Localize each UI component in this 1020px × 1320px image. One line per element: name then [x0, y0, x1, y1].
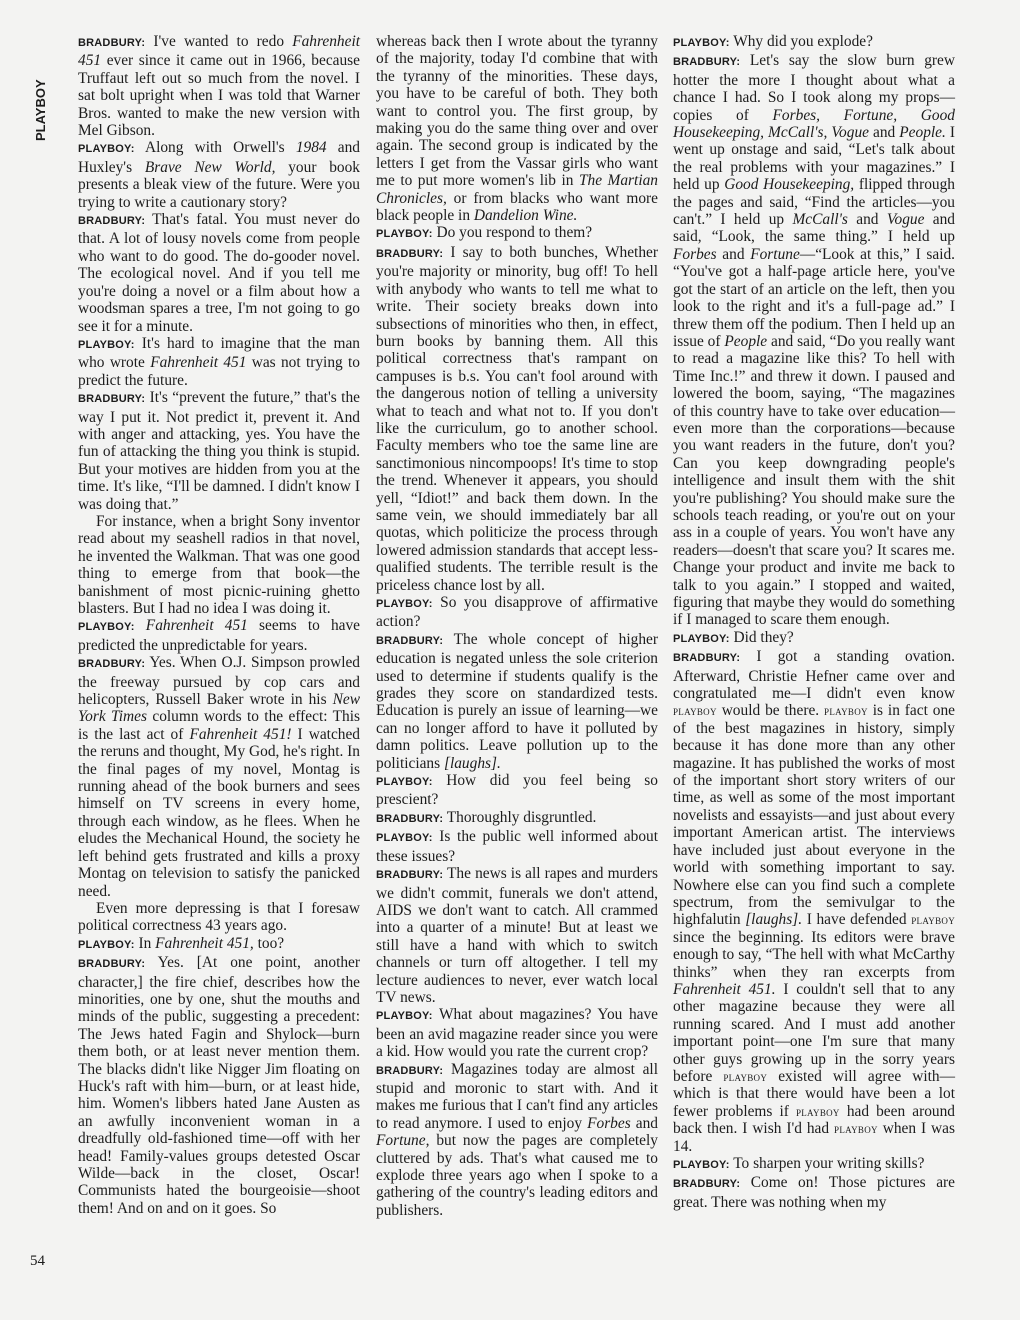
speaker-label: PLAYBOY:: [376, 776, 433, 789]
speaker-label: BRADBURY:: [376, 812, 444, 825]
interview-paragraph: [376, 1061, 658, 1220]
paragraph-text: Is the public well informed about these issues?: [376, 828, 658, 865]
interview-paragraph: [376, 809, 658, 828]
interview-paragraph: [78, 139, 360, 211]
interview-paragraph: [673, 629, 955, 648]
paragraph-text: What about magazines? You have been an avid magazine reader since you were a kid. How would you rate the current crop?: [376, 1006, 659, 1061]
paragraph-text: Did they?: [733, 628, 794, 646]
page-number: 54: [30, 1253, 45, 1269]
speaker-label: BRADBURY:: [376, 634, 444, 647]
paragraph-text: Fahrenheit 451 seems to have predicted the unpredictable for years.: [78, 617, 361, 654]
interview-paragraph: [376, 1006, 658, 1060]
paragraph-text: In Fahrenheit 451, too?: [138, 934, 285, 952]
paragraph-text: Along with Orwell's 1984 and Huxley's Brave New World, your book presents a bleak view of the future. Were you trying to write a cautionary story?: [78, 139, 361, 211]
speaker-label: PLAYBOY:: [376, 1010, 433, 1023]
continuation-paragraph: [376, 33, 658, 224]
paragraph-text: Do you respond to them?: [436, 224, 593, 242]
speaker-label: BRADBURY:: [673, 1178, 741, 1191]
continuation-paragraph: [78, 900, 360, 935]
interview-paragraph: [376, 772, 658, 809]
interview-paragraph: [376, 244, 658, 594]
speaker-label: BRADBURY:: [376, 247, 444, 260]
interview-paragraph: [673, 33, 955, 52]
speaker-label: BRADBURY:: [78, 658, 146, 671]
paragraph-text: Why did you explode?: [733, 33, 873, 50]
interview-paragraph: [78, 335, 360, 389]
text-column-1: [78, 33, 360, 1217]
interview-paragraph: [78, 654, 360, 900]
interview-paragraph: [673, 648, 955, 1155]
speaker-label: PLAYBOY:: [78, 621, 135, 634]
paragraph-text: How did you feel being so prescient?: [376, 772, 658, 809]
speaker-label: BRADBURY:: [78, 393, 146, 406]
text-column-2: [376, 33, 658, 1219]
speaker-label: PLAYBOY:: [78, 938, 135, 951]
paragraph-text: Yes. When O.J. Simpson prowled the freeway pursued by cop cars and helicopters, Russell Baker wrote in his New York Times column words to the effect: This is the last act of Fahrenheit 451! I watched the reruns and thought, My God, he's right. In the final pages of my novel, Montag is running ahead of the book burners and sees himself on TV screens in every home, through each window, as he flees. When he eludes the Mechanical Hound, the society he left behind gets frustrated and kills a proxy Montag on television to satisfy the panicked need.: [78, 654, 361, 900]
interview-paragraph: [78, 935, 360, 954]
paragraph-text: It's hard to imagine that the man who wrote Fahrenheit 451 was not trying to predict the future.: [78, 334, 360, 389]
speaker-label: BRADBURY:: [376, 869, 444, 882]
paragraph-text: whereas back then I wrote about the tyranny of the majority, today I'd combine that with the tyranny of the minorities. These days, you have to be careful of both. They both want to control you. The first group, by making you do the same thing over and over again. The second group is indicated by the letters I get from the Vassar girls who want me to put more women's lib in The Martian Chronicles, or from blacks who want more black people in Dandelion Wine.: [376, 33, 658, 225]
interview-paragraph: [78, 33, 360, 139]
speaker-label: PLAYBOY:: [376, 598, 433, 610]
paragraph-text: I got a standing ovation. Afterward, Christie Hefner came over and congratulated me—I didn't even know playboy would be there. playboy is in fact one of the best magazines in history, simply because it has done more than any other magazine. It has published the works of most of the important short story writers of our time, as well as some of the most important novelists and essayists—and just about every important American artist. The interviews have included just about everyone in the world with something important to say. Nowhere else can you find such a complete spectrum, from the semivulgar to the highfalutin [laughs]. I have defended playboy since the beginning. Its editors were brave enough to say, “The hell with what McCarthy thinks” when they ran excerpts from Fahrenheit 451. I couldn't sell that to any other magazine because they were all running scared. And I must add another important point—one I'm sure that many other guys growing up in the sorry years before playboy existed will agree with—which is that there would have been a lot fewer problems if playboy had been around back then. I wish I'd had playboy when I was 14.: [673, 648, 956, 1155]
speaker-label: PLAYBOY:: [673, 1159, 730, 1171]
interview-paragraph: [376, 631, 658, 772]
paragraph-text: The whole concept of higher education is negated unless the sole criterion used to determine if students qualify is the grades they score on standardized tests. Education is purely an issue of learning—we can no longer afford to have it polluted by damn politics. Leave pollution up to the politicians [laughs].: [376, 630, 658, 772]
paragraph-text: Yes. [At one point, another character,] the fire chief, describes how the minorities, one by one, shut the mouths and minds of the public, suggesting a precedent: The Jews hated Fagin and Shylock—burn them both, or at least never mention them. The blacks didn't like Nigger Jim floating on Huck's raft with him—burn, or at least hide, him. Women's libbers hated Jane Austen as an awfully inconvenient woman in a dreadfully old-fashioned time—off with her head! Family-values groups detested Oscar Wilde—back in the closet, Oscar! Communists hated the bourgeoisie—shoot them! And on and on it goes. So: [78, 954, 360, 1217]
paragraph-text: Even more depressing is that I foresaw political correctness 43 years ago.: [78, 899, 360, 935]
speaker-label: BRADBURY:: [673, 56, 741, 69]
paragraph-text: So you disapprove of affirmative action?: [376, 594, 658, 631]
paragraph-text: Thoroughly disgruntled.: [446, 808, 597, 826]
speaker-label: BRADBURY:: [78, 37, 146, 49]
paragraph-text: It's “prevent the future,” that's the way I put it. Not predict it, prevent it. And with anger and attacking, yes. You have the fun of attacking the thing you think is stupid. But your motives are hidden from you at the time. It's like, “I'll be damned. I didn't know I was doing that.”: [78, 389, 360, 513]
speaker-label: PLAYBOY:: [673, 632, 730, 645]
magazine-name-vertical: PLAYBOY: [33, 79, 48, 141]
speaker-label: PLAYBOY:: [376, 228, 433, 241]
interview-paragraph: [673, 52, 955, 628]
interview-paragraph: [78, 211, 360, 335]
interview-paragraph: [376, 828, 658, 865]
text-column-3: [673, 33, 955, 1211]
paragraph-text: I say to both bunches, Whether you're majority or minority, bug off! To hell with anybody who wants to tell me what to write. Their society breaks down into subsections of minorities who then, in effect, burn books by banning them. All this political correctness that's rampant on campuses is b.s. You can't fool around with the dangerous notion of telling a university what to teach and what not to. If you don't like the curriculum, go to another school. Faculty members who toe the same line are sanctimonious nincompoops! It's time to stop the trend. Whenever it appears, you should yell, “Idiot!” and back them down. In the same vein, we should immediately bar all quotas, which politicize the process through lowered admission standards that accept less-qualified students. The terrible result is the priceless chance lost by all.: [376, 243, 658, 594]
speaker-label: BRADBURY:: [673, 652, 741, 665]
interview-paragraph: [673, 1174, 955, 1211]
interview-paragraph: [78, 954, 360, 1217]
interview-paragraph: [376, 224, 658, 243]
speaker-label: PLAYBOY:: [673, 37, 730, 49]
interview-paragraph: [376, 865, 658, 1006]
paragraph-text: That's fatal. You must never do that. A lot of lousy novels come from people who want to do good. The do-gooder novel. The ecological novel. And if you tell me you're doing a novel or a film about how a woodsman spares a tree, I'm not going to go see it for a minute.: [78, 211, 360, 335]
paragraph-text: For instance, when a bright Sony inventor read about my seashell radios in that novel, he invented the Walkman. That was one good thing to emerge from that book—the banishment of most picnic-ruining ghetto blasters. But I had no idea I was doing it.: [78, 512, 360, 617]
interview-paragraph: [376, 594, 658, 631]
continuation-paragraph: [78, 513, 360, 617]
paragraph-text: Let's say the slow burn grew hotter the more I thought about what a chance I had. So I took along my props—copies of Forbes, Fortune, Good Housekeeping, McCall's, Vogue and People. I went up onstage and said, “Let's talk about the real problems with your magazines.” I held up Good Housekeeping, flipped through the pages and said, “Find the articles—you can't.” I held up McCall's and Vogue and said, “Look, the same thing.” I held up Forbes and Fortune—“Look at this,” I said. “You've got a half-page article here, you've got the start of an article on the left, then you look to the right and it's a full-page ad.” I threw them off the podium. Then I held up an issue of People and said, “Do you really want to read a magazine like this? To hell with Time Inc.!” and threw it down. I paused and lowered the boom, saying, “The magazines of this country have to take over education—even more than the corporations—because you want readers in the future, don't you? Can you keep downgrading people's intelligence and insult them with the shit you're publishing? You should make sure the schools teach reading, or you're out on your ass in a couple of years. You won't have any readers—doesn't that scare you? It scares me. Change your product and invite me back to talk to you again.” I stopped and waited, figuring that maybe they would do something if I managed to scare them enough.: [673, 52, 956, 629]
interview-paragraph: [78, 389, 360, 513]
speaker-label: PLAYBOY:: [78, 338, 135, 351]
speaker-label: PLAYBOY:: [78, 143, 135, 156]
interview-paragraph: [673, 1155, 955, 1174]
speaker-label: PLAYBOY:: [376, 832, 433, 845]
speaker-label: BRADBURY:: [78, 215, 146, 228]
paragraph-text: I've wanted to redo Fahrenheit 451 ever since it came out in 1966, because Truffaut left out so much from the novel. I sat bolt upright when I was told that Warner Bros. wanted to make the new version with Mel Gibson.: [78, 33, 361, 140]
paragraph-text: To sharpen your writing skills?: [733, 1155, 925, 1172]
speaker-label: BRADBURY:: [376, 1064, 444, 1077]
interview-paragraph: [78, 617, 360, 654]
paragraph-text: The news is all rapes and murders we didn't commit, funerals we don't attend, AIDS we don't want to catch. All crammed into a quarter of a minute! But at least we still have a hand with which to switch channels or turn off altogether. I tell my lecture audiences to never, ever watch local TV news.: [376, 865, 659, 1006]
paragraph-text: Magazines today are almost all stupid and moronic to start with. And it makes me furious that I can't find any articles to read anymore. I used to enjoy Forbes and Fortune, but now the pages are completely cluttered by ads. That's what caused me to explode three years ago when I spoke to a gathering of the country's leading editors and publishers.: [376, 1060, 658, 1219]
speaker-label: BRADBURY:: [78, 958, 146, 971]
paragraph-text: Come on! Those pictures are great. There was nothing when my: [673, 1174, 955, 1211]
